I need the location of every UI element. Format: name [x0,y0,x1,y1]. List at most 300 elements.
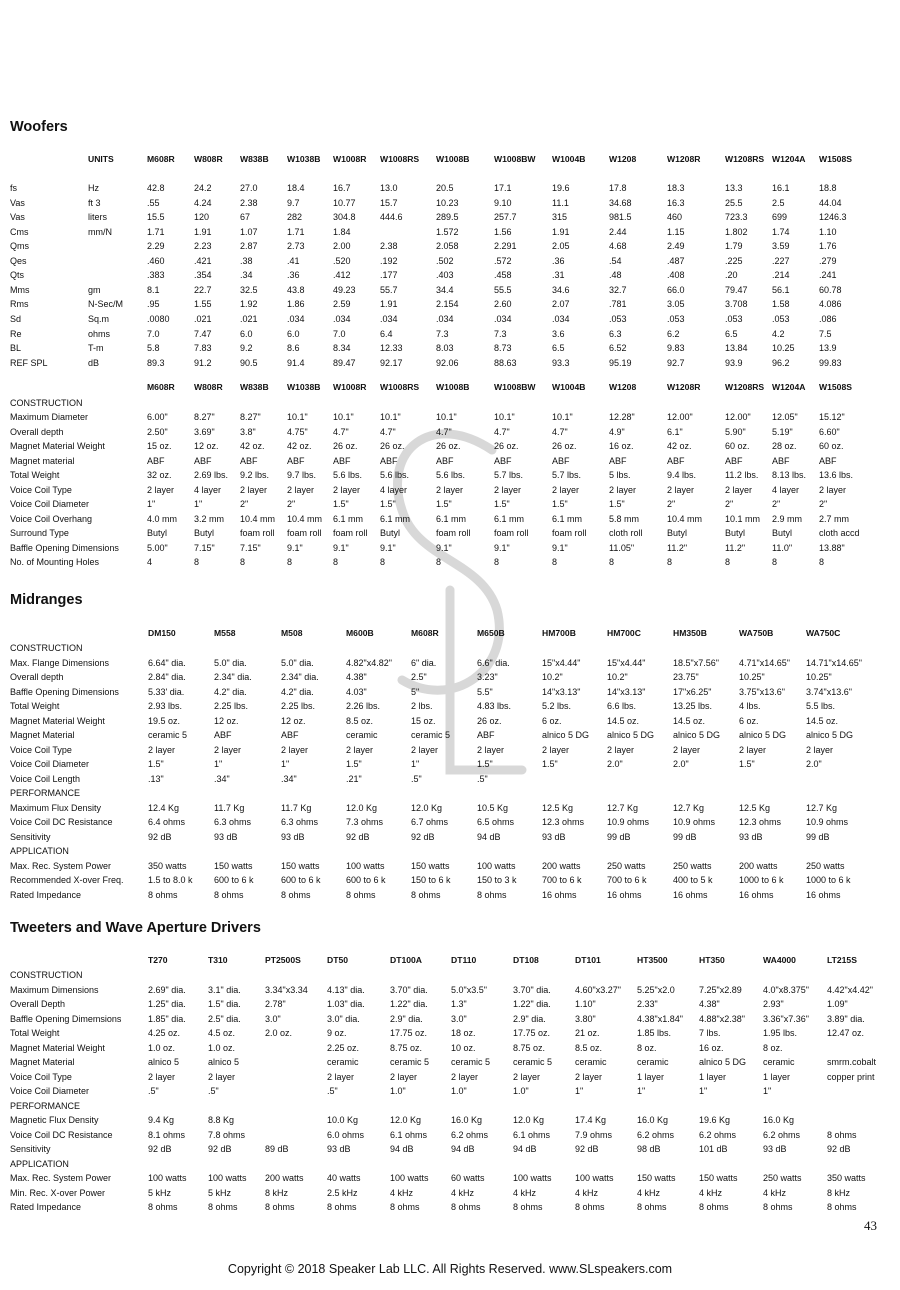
table-cell: 4.03" [346,686,367,697]
table-cell: 4.0 mm [147,513,178,524]
table-cell: .5" [208,1086,219,1096]
table-cell: 2.0" [806,759,822,769]
column-header: M650B [477,628,505,638]
table-row [0,284,900,298]
table-cell: 1.10 [819,226,837,237]
table-cell: 8 [194,557,200,567]
row-label: Voice Coil Type [10,1071,72,1082]
table-cell: 3.6 [552,328,565,339]
table-cell: cloth accd [819,528,860,538]
table-cell: .34" [214,773,230,784]
table-cell: 42 oz. [240,441,265,451]
table-cell: 1.91 [194,226,212,237]
table-cell: .31 [552,270,565,281]
table-row [0,1143,900,1157]
column-header: M608R [147,154,175,164]
table-cell: 2.84" dia. [148,672,186,682]
table-cell: 19.6 Kg [699,1115,731,1125]
table-cell: 17.1 [494,183,512,193]
table-cell: 6.4 ohms [148,817,186,827]
table-cell: 2 layer [346,744,374,755]
table-row [0,1042,900,1056]
table-cell: 17"x6.25" [673,686,712,697]
table-cell: 2.07 [552,299,570,310]
table-cell: 2 layer [552,484,580,495]
table-cell: 28 oz. [772,441,797,451]
table-cell: 4.68 [609,241,627,252]
table-cell: 4.9" [609,426,625,437]
table-cell: .403 [436,270,454,281]
column-header: W1508S [819,154,852,164]
table-cell: 5.6 lbs. [436,470,466,480]
row-label: Rated Impedance [10,1202,82,1212]
table-cell: 8.8 Kg [208,1115,235,1125]
table-cell: .54 [609,255,622,266]
table-cell: 1000 to 6 k [806,875,851,885]
table-cell: .48 [609,270,622,281]
table-cell: .053 [772,314,790,324]
table-cell: 5.33' dia. [148,686,185,697]
column-header: W1008BW [494,154,536,164]
table-cell: ceramic 5 [148,730,188,740]
table-cell: 5.5 lbs. [806,701,836,711]
column-header: M508 [281,628,303,638]
row-label: Magnet Material [10,730,75,740]
table-cell: alnico 5 DG [699,1057,747,1067]
param-unit: T-m [88,343,104,354]
table-cell: 95.19 [609,357,632,368]
row-label: Rated Impedance [10,889,82,900]
table-cell: 15.7 [380,197,398,208]
table-cell: 56.1 [772,284,790,295]
table-cell: 1.5" [333,499,349,509]
table-cell: 4.7" [494,426,510,437]
param-unit: dB [88,357,100,368]
table-cell: 10.4 mm [240,513,276,524]
table-cell: 5.0" dia. [281,657,314,668]
table-row [0,226,900,240]
table-cell: 9.10 [494,197,512,208]
table-cell: 7.15" [240,542,261,553]
table-cell: Butyl [772,528,793,538]
table-cell: 11.2" [725,542,746,553]
table-cell: 8.34 [333,343,351,354]
table-cell: 8.5 oz. [575,1042,603,1053]
table-cell: 4 kHz [513,1187,537,1198]
table-cell: 7.3 [436,328,449,339]
table-cell: 92.17 [380,357,403,368]
table-cell: 2" [819,499,828,509]
table-cell: 1.58 [772,299,790,310]
construction-label: Maximum Diameter [10,412,89,422]
table-cell: alnico 5 DG [673,730,721,740]
table-cell: 2.25 lbs. [214,701,249,711]
table-cell: 92 dB [148,831,172,842]
table-cell: 21 oz. [575,1028,600,1038]
table-cell: 2.34" dia. [214,672,252,682]
table-cell: 5 kHz [148,1187,172,1198]
table-cell: 10 oz. [451,1042,476,1053]
table-cell: 4.82"x4.82" [346,657,392,668]
table-cell: 1.0" [451,1086,467,1096]
param-label: Qes [10,255,27,266]
table-cell: 3.36"x7.36" [763,1013,809,1024]
table-cell: 9.1" [287,542,303,553]
table-cell: ABF [667,455,685,466]
table-cell: 2.0 oz. [265,1028,293,1038]
column-header: DT50 [327,955,349,965]
table-row [0,860,900,874]
table-cell: alnico 5 DG [542,730,590,740]
table-cell: .034 [436,314,454,324]
table-cell: alnico 5 [148,1057,180,1067]
column-header: W1038B [287,382,321,392]
table-cell: 6.3 ohms [281,817,319,827]
table-cell: .38 [240,255,253,266]
table-cell: 8 ohms [390,1202,420,1212]
table-cell: ABF [552,455,570,466]
table-cell: 4.75" [287,426,308,437]
table-cell: 17.8 [609,183,627,193]
table-cell: 1.95 lbs. [763,1028,798,1038]
table-cell: 15.12" [819,412,845,422]
table-cell: .383 [147,270,165,281]
table-cell: 10.9 ohms [806,817,849,827]
table-cell: 8 ohms [827,1202,857,1212]
param-label: Sd [10,314,22,324]
table-cell: 6.5 [725,328,738,339]
table-cell: 8 oz. [763,1042,783,1053]
table-row [0,269,900,283]
midranges-title: Midranges [10,592,83,608]
table-cell: 8 [494,557,500,567]
table-cell: 200 watts [739,860,778,871]
table-cell: 15"x4.44" [607,657,646,668]
table-cell: 13.25 lbs. [673,701,713,711]
row-label: Voice Coil Length [10,773,81,784]
table-cell: 9.1" [494,542,510,553]
table-cell: 1" [411,759,420,769]
table-cell: 16.0 Kg [451,1115,483,1125]
table-cell: 12.7 Kg [607,802,639,813]
table-cell: 9.4 lbs. [667,470,697,480]
tweeters-title: Tweeters and Wave Aperture Drivers [10,920,261,936]
column-header: W838B [240,382,269,392]
table-cell: 8.03 [436,343,454,354]
table-cell: 55.7 [380,284,398,295]
table-cell: 44.04 [819,197,842,208]
param-label: Vas [10,197,25,208]
table-cell: 8 ohms [827,1129,857,1140]
table-cell: 93 dB [214,831,238,842]
table-cell: Butyl [147,528,168,538]
table-cell: 8 ohms [451,1202,481,1212]
table-cell: 6.2 ohms [451,1129,489,1140]
table-cell: 17.75 oz. [390,1028,428,1038]
table-cell: 250 watts [763,1173,802,1183]
table-cell: cloth roll [609,528,643,538]
table-cell: 7.83 [194,343,212,354]
column-header: HT3500 [637,955,668,965]
table-cell: .781 [609,299,627,310]
table-cell: 700 to 6 k [542,875,582,885]
table-cell: 6.2 ohms [637,1129,675,1140]
table-cell: 10.1 mm [725,513,761,524]
table-cell: 1" [281,759,290,769]
table-row [0,426,900,440]
table-cell: 699 [772,212,788,223]
table-cell: 10.1" [436,412,457,422]
table-cell: .034 [552,314,570,324]
table-cell: 9.1" [380,542,396,553]
table-cell: .053 [609,314,627,324]
table-cell: 100 watts [513,1173,552,1183]
table-cell: 12.4 Kg [148,802,180,813]
table-cell: 1.0 oz. [208,1042,236,1053]
row-label: Magnet Material [10,1057,75,1067]
table-cell: 2.73 [287,241,305,252]
param-unit: Sq.m [88,314,110,324]
table-cell: 60 oz. [725,441,750,451]
column-header: HM350B [673,628,707,638]
table-cell: 26 oz. [494,441,519,451]
table-cell: 1" [214,759,223,769]
table-row [0,298,900,312]
table-cell: 3.70" dia. [513,984,551,995]
construction-label: Voice Coil Overhang [10,513,93,524]
table-cell: 1.22" dia. [513,999,551,1009]
table-cell: 4.24 [194,197,212,208]
table-cell: ABF [214,730,232,740]
table-cell: .021 [194,314,212,324]
table-cell: ABF [494,455,512,466]
table-cell: 92 dB [411,831,435,842]
woofers-title: Woofers [10,119,68,135]
table-cell: 3.0" [265,1013,281,1024]
table-cell: 55.5 [494,284,512,295]
table-cell: 9.1" [436,542,452,553]
table-cell: 7.8 ohms [208,1129,246,1140]
table-cell: 12.7 Kg [806,802,838,813]
table-cell: 67 [240,212,251,223]
table-cell: 93 dB [281,831,305,842]
table-cell: 8.73 [494,343,512,354]
table-cell: 12.28" [609,412,635,422]
table-cell: 89.47 [333,357,356,368]
table-cell: 257.7 [494,212,517,223]
table-cell: 2 layer [451,1071,479,1082]
table-cell: 6.1 mm [333,513,364,524]
midranges-header-row [0,627,900,641]
table-cell: 444.6 [380,212,403,223]
column-header: W1008R [333,154,367,164]
table-cell: 22.7 [194,284,212,295]
table-cell: 25.5 [725,197,743,208]
table-cell: 9 oz. [327,1028,347,1038]
table-cell: 2 layer [147,484,175,495]
row-label: Magnetic Flux Density [10,1115,99,1125]
table-cell: 3.80" [575,1013,596,1024]
table-cell: 94 dB [513,1144,537,1154]
table-cell: 6.1 mm [380,513,411,524]
table-cell: 4.2" dia. [214,686,247,697]
table-cell: 1.5" [346,759,362,769]
table-cell: 250 watts [806,860,845,871]
column-header: WA750B [739,628,774,638]
table-cell: 2 layer [148,1071,176,1082]
table-row [0,671,900,685]
column-header: UNITS [88,154,114,164]
table-cell: 8 ohms [513,1202,543,1212]
table-cell: 1 layer [763,1071,791,1082]
param-unit: ft 3 [88,197,101,208]
table-cell: 1.5" [380,499,396,509]
table-row [0,831,900,845]
table-cell: 60 watts [451,1173,485,1183]
table-cell: 89 dB [265,1144,289,1154]
column-header: W1008BW [494,382,536,392]
table-cell: 10.25 [772,343,795,354]
column-header: WA4000 [763,955,796,965]
table-cell: foam roll [240,528,275,538]
table-cell: alnico 5 DG [806,730,854,740]
table-cell: 2.291 [494,241,517,252]
table-cell: 100 watts [575,1173,614,1183]
table-cell: 10.1" [494,412,515,422]
table-cell: 120 [194,212,210,223]
table-cell: 1.03" dia. [327,999,365,1009]
table-cell: 92 dB [827,1144,851,1154]
table-row [0,484,900,498]
table-cell: 2.5 [772,197,785,208]
table-cell: 26 oz. [436,441,461,451]
param-label: Qts [10,270,25,281]
table-cell: 6.5 [552,343,565,354]
table-cell: 6 oz. [542,715,562,726]
column-header: DT110 [451,955,477,965]
row-label: Voice Coil Diameter [10,1086,90,1096]
table-cell: .487 [667,255,685,266]
table-cell: 9.4 Kg [148,1115,175,1125]
table-cell: 16 ohms [607,889,642,900]
table-cell: 4.7" [333,426,349,437]
table-cell: 7.3 ohms [346,817,384,827]
table-row [0,342,900,356]
table-cell: 92 dB [148,1144,172,1154]
table-cell: 2.87 [240,241,258,252]
table-cell: ABF [194,455,212,466]
table-cell: 7.3 [494,328,507,339]
table-cell: 2 layer [333,484,361,495]
row-label: Voice Coil DC Resistance [10,817,113,827]
table-cell: 2.0" [607,759,623,769]
table-cell: 304.8 [333,212,356,223]
table-cell: 1.15 [667,226,685,237]
table-cell: 13.6 lbs. [819,470,854,480]
table-cell: .034 [494,314,512,324]
table-cell: 1000 to 6 k [739,875,784,885]
column-header: HM700B [542,628,576,638]
table-cell: 6.6" dia. [477,657,510,668]
table-cell: 1.5" [739,759,755,769]
table-cell: 92 dB [208,1144,232,1154]
table-cell: 92.7 [667,357,685,368]
table-row [0,773,900,787]
column-header: M558 [214,628,236,638]
table-cell: .36 [552,255,565,266]
table-cell: 5.8 mm [609,513,640,524]
table-cell: 42 oz. [667,441,692,451]
table-cell: 16.1 [772,183,790,193]
table-cell: 2.9" dia. [513,1013,546,1024]
table-cell: 26 oz. [380,441,405,451]
table-cell: 150 watts [214,860,253,871]
table-cell: 6.1 ohms [513,1129,551,1140]
table-cell: 8 [819,557,825,567]
woofers-construction-header-row [0,381,900,395]
table-cell: 2.26 lbs. [346,701,381,711]
table-cell: 100 watts [148,1173,187,1183]
param-unit: liters [88,212,108,223]
table-cell: 2" [240,499,249,509]
table-cell: 1.5" [542,759,558,769]
table-cell: 2" [667,499,676,509]
table-cell: .34 [240,270,253,281]
column-header: W1204A [772,154,806,164]
table-cell: 6.00" [147,412,168,422]
table-cell: 91.4 [287,357,305,368]
table-cell: 23.75" [673,672,699,682]
table-cell: 12.5 Kg [739,802,771,813]
table-cell: ABF [287,455,305,466]
table-cell: 2 layer [667,484,695,495]
table-cell: 2 layer [214,744,242,755]
table-cell: 1.572 [436,226,459,237]
category-row [0,1158,900,1172]
table-cell: 14.71"x14.65" [806,657,862,668]
table-cell: 2.7 mm [819,513,850,524]
table-cell: 88.63 [494,357,517,368]
column-header: W1204A [772,382,806,392]
category-label: CONSTRUCTION [10,970,83,980]
column-header: T270 [148,955,168,965]
table-row [0,889,900,903]
row-label: Overall depth [10,672,64,682]
table-row [0,313,900,327]
table-cell: 5.0"x3.5" [451,984,487,995]
table-row [0,542,900,556]
tweeters-header-row [0,954,900,968]
table-row [0,455,900,469]
column-header: DT100A [390,955,422,965]
table-row [0,715,900,729]
table-row [0,1114,900,1128]
table-cell: 4.5 oz. [208,1028,236,1038]
table-cell: 5.0" dia. [214,657,247,668]
table-cell: 99.83 [819,357,842,368]
table-cell: 3.89" dia. [827,1013,865,1024]
category-label: CONSTRUCTION [10,398,83,408]
table-cell: 7.0 [147,328,160,339]
table-cell: 4 [147,557,153,567]
table-cell: 2 layer [542,744,570,755]
table-cell: 1.84 [333,226,351,237]
table-cell: 282 [287,212,303,223]
table-cell: 4 kHz [575,1187,599,1198]
table-cell: 3.1" dia. [208,984,241,995]
table-cell: 4.2 [772,328,785,339]
row-label: Magnet Material Weight [10,715,105,726]
